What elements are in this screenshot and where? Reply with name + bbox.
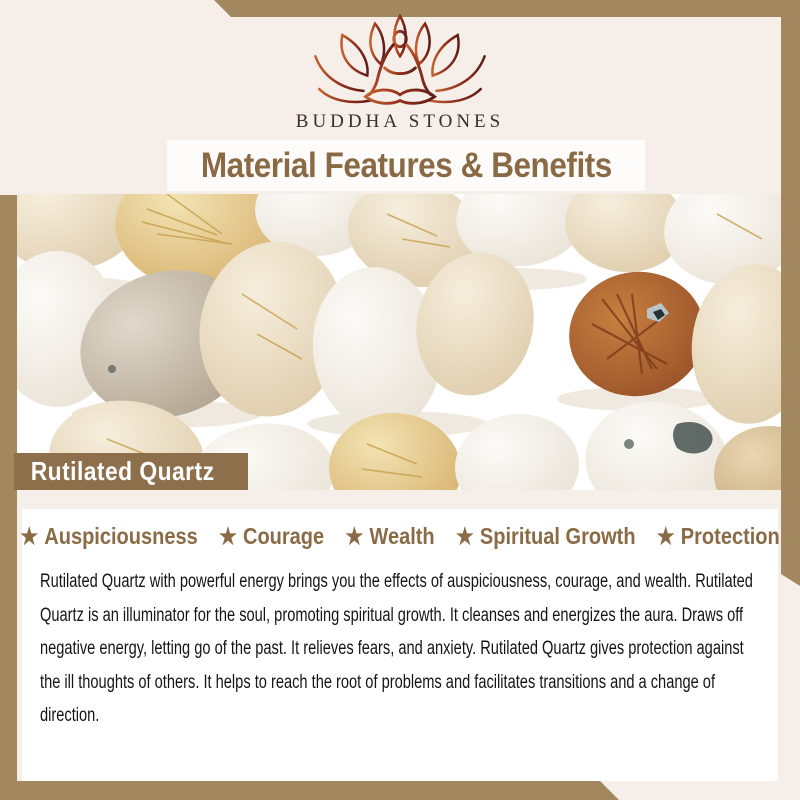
title-panel <box>167 140 645 191</box>
stone-name-banner <box>14 453 248 490</box>
benefit-label: Wealth <box>369 523 435 549</box>
bottom-accent-bar <box>0 781 620 800</box>
star-icon: ★ <box>455 523 474 549</box>
benefit-label: Auspiciousness <box>44 523 198 549</box>
description-paragraph: Rutilated Quartz with powerful energy brings you the effects of auspiciousness, courage, and wealth. Rutilated Quartz is an illuminator for the soul, promoting spiritual growth. It cleanses and energizes the aura. Draws off negative energy, letting go of the past. It relieves fears, and anxiety. Rutilated Quartz gives protection against the ill thoughts of others. It helps to reach the root of problems and facilitates transitions and a change of direction. <box>40 571 753 726</box>
benefit-item <box>345 523 434 550</box>
star-icon: ★ <box>656 523 675 549</box>
page-title: Material Features & Benefits <box>200 145 612 185</box>
benefit-item <box>657 523 780 550</box>
star-icon: ★ <box>345 523 364 549</box>
benefit-item <box>20 523 197 550</box>
star-icon: ★ <box>20 523 39 549</box>
brand-name: BUDDHA STONES <box>295 111 505 132</box>
content-panel <box>22 509 778 781</box>
rutilated-quartz-photo <box>17 194 781 490</box>
star-icon: ★ <box>218 523 237 549</box>
left-accent-bar <box>0 195 17 800</box>
stone-name: Rutilated Quartz <box>30 456 215 486</box>
benefits-row <box>12 523 787 550</box>
benefit-label: Spiritual Growth <box>479 523 636 549</box>
benefit-item <box>456 523 636 550</box>
benefit-label: Protection <box>680 523 780 549</box>
right-accent-bar <box>781 0 800 586</box>
benefit-label: Courage <box>242 523 325 549</box>
benefit-item <box>219 523 324 550</box>
lotus-meditation-icon <box>300 14 500 114</box>
